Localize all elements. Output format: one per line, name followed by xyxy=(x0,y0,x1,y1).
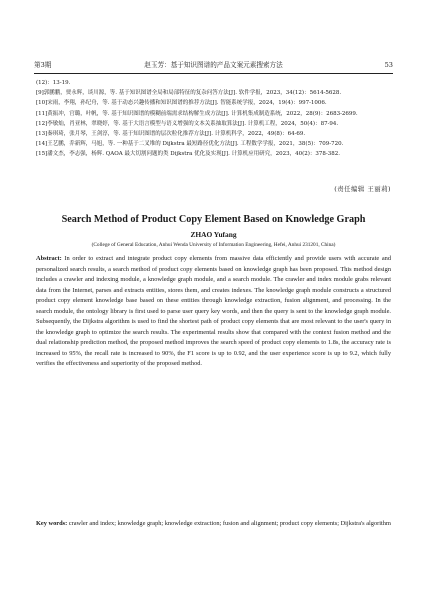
reference-item: [10]宋雨，李翔，孙纪舟，等. 基于动态兴趣传播和知识图谱的推荐方法[J]. 智能系统学报，2024，19(4)：997-1006. xyxy=(36,100,327,107)
issue-number: 第3期 xyxy=(34,61,52,69)
english-keywords xyxy=(36,519,391,530)
english-author: ZHAO Yufang xyxy=(190,230,237,239)
english-affiliation: (College of General Education, Anhui Wenda University of Information Engineering, Hefei, Anhui 231201, China) xyxy=(91,242,336,248)
reference-item: [15]潘文杰，李志强，杨辉. QAOA 最大切割问题的类 Dijkstra 优化及实现[J]. 计算机应用研究，2023，40(2)：378-382. xyxy=(36,151,341,158)
reference-item: [13]秦琪琦，张月琴，王剑淳，等. 基于知识图谱的层次粒化推荐方法[J]. 计算机科学，2022，49(8)：64-69. xyxy=(36,131,306,138)
abstract-label: Abstract: xyxy=(36,255,62,262)
english-abstract xyxy=(36,254,391,370)
editor-note: (责任编辑 王丽莉) xyxy=(334,185,391,193)
reference-item: [11]黄振冲，官璐，叶帆，等. 基于知识图谱的模糊前端需求结构解生成方法[J]. 计算机集成制造系统，2022，28(9)：2683-2699. xyxy=(36,110,358,117)
reference-list xyxy=(36,78,393,160)
reference-item: (12)：13-19. xyxy=(36,80,71,86)
reference-item: [14]王艺鹏，乔新辉，马旭，等. 一种基于二叉堆的 Dijkstra 最短路径优化方法[J]. 工程数学学报，2021，38(5)：709-720. xyxy=(36,141,344,148)
reference-item: [12]李敏灿，肖亚林，翠晓婷，等. 基于大语言模型与语义增强的文本关系抽取算法[J]. 计算机工程，2024，50(4)：87-94. xyxy=(36,120,339,127)
keywords-label: Key words: xyxy=(36,520,68,527)
english-title: Search Method of Product Copy Element Based on Knowledge Graph xyxy=(61,214,366,225)
reference-item: [9]郭鹏鹏，贾永辉，谈川源，等. 基于知识图谱全局和局部特征的复杂问答方法[J]. 软件学报，2023，34(12)：5614-5628. xyxy=(36,90,342,97)
page-number: 53 xyxy=(384,61,393,69)
abstract-text: In order to extract and integrate product copy elements from massive data efficiently and provide users with accurate and personalized search results, a search method of product copy elements based on knowledge graph has been proposed. This method design includes a crawler and indexing module, a knowledge graph module, and a search module. The crawler and index module grabs relevant data from the Internet, parses and extracts entities, stores them, and creates indexes. The knowledge graph module constructs a structured product copy element knowledge base based on these entities through knowledge extraction, fusion alignment, and processing. In the search module, the ontology library is first used to parse user query key words, and then the query is sent to the knowledge graph module. Subsequently, the Dijkstra algorithm is used to find the shortest path of product copy elements that are most relevant to the user's query in the knowledge graph to optimize the search results. The experimental results show that compared with the context fusion method and the dual relationship prediction method, the proposed method improves the search speed of product copy elements to 1.8s, the accuracy rate is increased to 95%, the recall rate is increased to 90%, the F1 score is up to 0.92, and the user experience score is up to 9.2, which fully verifies the effectiveness and superiority of the proposed method. xyxy=(36,255,391,368)
running-title: 赵玉芳：基于知识图谱的产品文案元素搜索方法 xyxy=(144,61,283,69)
page-header xyxy=(34,59,393,74)
keywords-text: crawler and index; knowledge graph; knowledge extraction; fusion and alignment; product copy elements; Dijkstra's algorithm xyxy=(67,520,391,527)
